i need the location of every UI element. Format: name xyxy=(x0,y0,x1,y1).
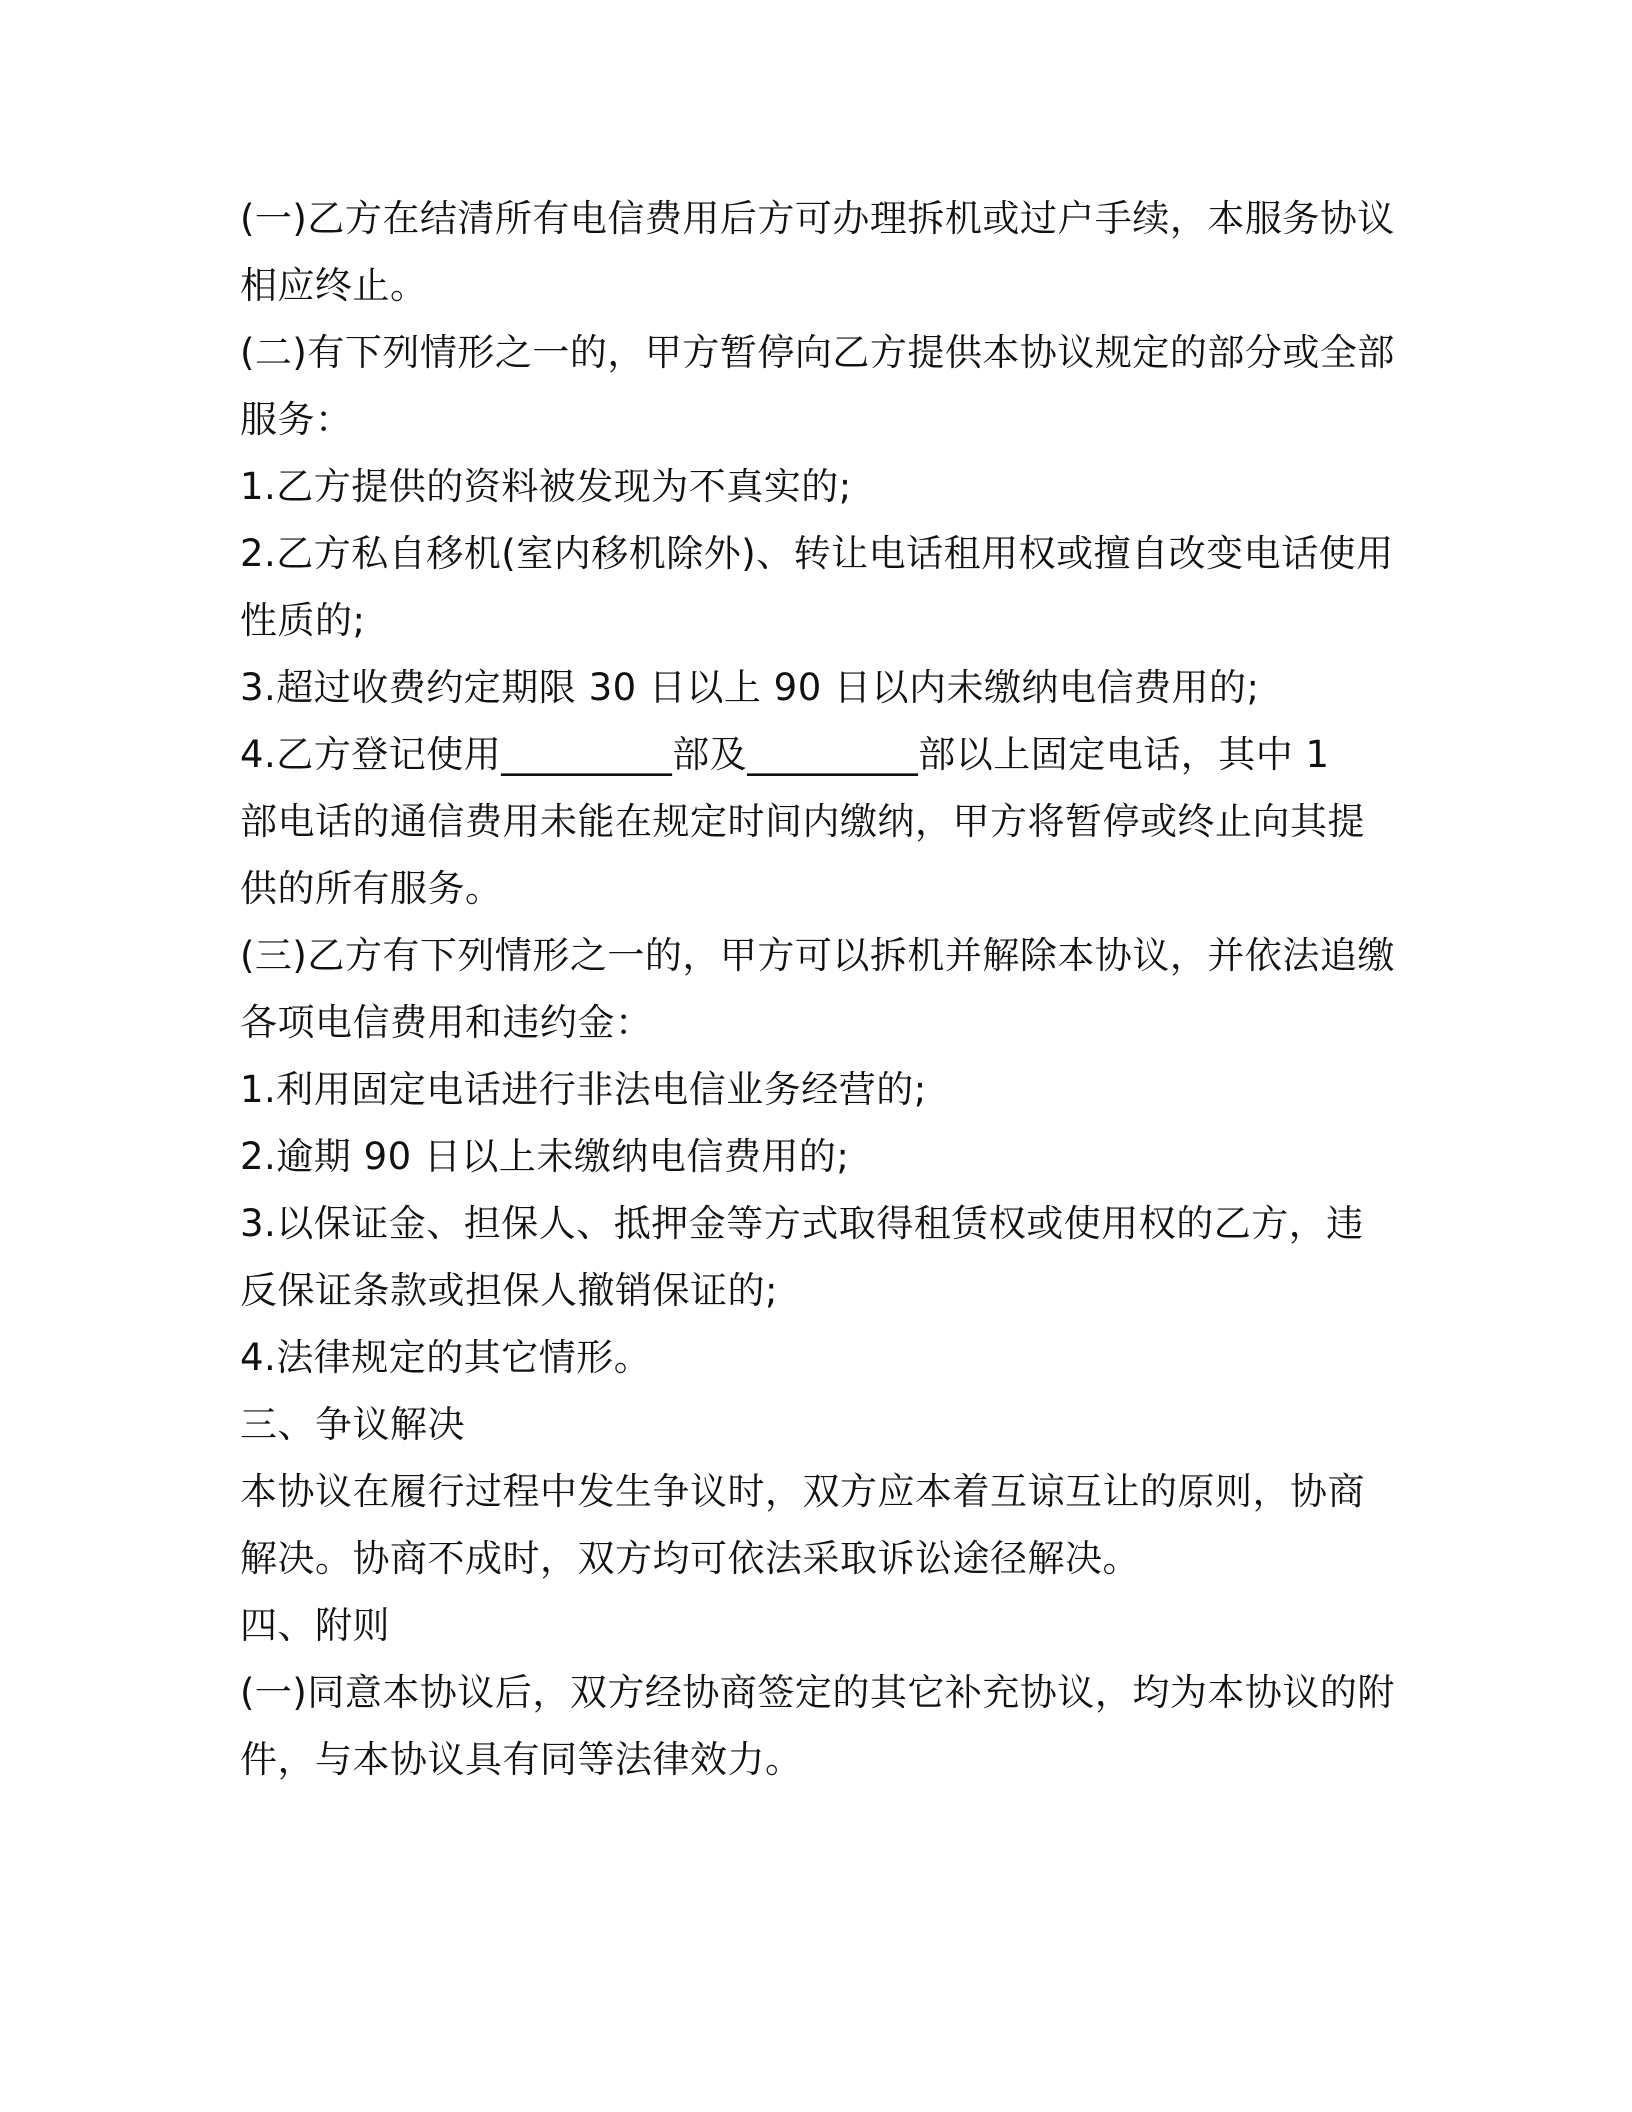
text-line: 解决。协商不成时，双方均可依法采取诉讼途径解决。 xyxy=(240,1537,1140,1580)
text-line: 件，与本协议具有同等法律效力。 xyxy=(240,1738,803,1781)
text-line: 性质的; xyxy=(240,599,366,642)
text-line: 3.以保证金、担保人、抵押金等方式取得租赁权或使用权的乙方，违 xyxy=(240,1202,1364,1245)
text-line: 部电话的通信费用未能在规定时间内缴纳，甲方将暂停或终止向其提 xyxy=(240,800,1365,843)
text-line: 供的所有服务。 xyxy=(240,867,503,910)
text-line: 反保证条款或担保人撤销保证的; xyxy=(240,1269,778,1312)
text-line: 1.利用固定电话进行非法电信业务经营的; xyxy=(240,1068,927,1111)
section-heading: 四、附则 xyxy=(240,1604,390,1647)
text-line: (一)同意本协议后，双方经协商签定的其它补充协议，均为本协议的附 xyxy=(240,1671,1395,1714)
text-line: (二)有下列情形之一的，甲方暂停向乙方提供本协议规定的部分或全部 xyxy=(240,331,1395,374)
text-line: (三)乙方有下列情形之一的，甲方可以拆机并解除本协议，并依法追缴 xyxy=(240,934,1395,977)
text-line: 2.乙方私自移机(室内移机除外)、转让电话租用权或擅自改变电话使用 xyxy=(240,532,1394,575)
text-line: 2.逾期 90 日以上未缴纳电信费用的; xyxy=(240,1135,850,1178)
text-line: 4.乙方登记使用_________部及_________部以上固定电话，其中 1 xyxy=(240,733,1330,776)
text-line: 各项电信费用和违约金： xyxy=(240,1001,653,1044)
text-line: 本协议在履行过程中发生争议时，双方应本着互谅互让的原则，协商 xyxy=(240,1470,1365,1513)
text-line: (一)乙方在结清所有电信费用后方可办理拆机或过户手续，本服务协议 xyxy=(240,197,1395,240)
document-body xyxy=(240,185,1395,1793)
text-line: 1.乙方提供的资料被发现为不真实的; xyxy=(240,465,852,508)
text-line: 服务： xyxy=(240,398,353,441)
text-line: 4.法律规定的其它情形。 xyxy=(240,1336,652,1379)
section-heading: 三、争议解决 xyxy=(240,1403,465,1446)
text-line: 3.超过收费约定期限 30 日以上 90 日以内未缴纳电信费用的; xyxy=(240,666,1260,709)
text-line: 相应终止。 xyxy=(240,264,428,307)
